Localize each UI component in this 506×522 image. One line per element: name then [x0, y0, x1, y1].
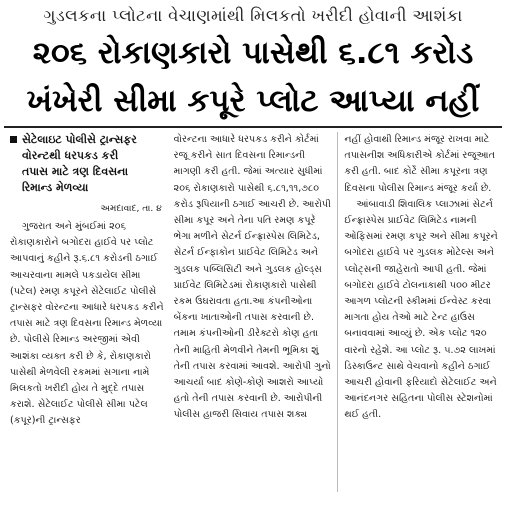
- article-paragraph-1: ગુજરાત અને મુંબઈમાં ૨૦૬ રોકાણકારોને બગોદરા હાઈવે પર પ્લોટ આપવાનું કહીને રૂ.૬.૮૧ કરોડની ઠગાઈ આચરવાના મામલે પકડાયેલ સીમા (પટેલ) રમણ કપૂરને સેટેલાઈટ પોલીસે ટ્રાન્સફર વોરન્ટના આધારે ધરપકડ કરીને તપાસ માટે ત્રણ દિવસના રિમાન્ડ મેળવ્યા છે. પોલીસે રિમાન્ડ અરજીમાં એવી આશંકા વ્યક્ત કરી છે કે, રોકાણકારો પાસેથી મેળવેલી રકમમાં સગાના નામે મિલકતો ખરીદી હોય તે મુદ્દે તપાસ કરાશે. સેટેલાઈટ પોલીસે સીમા પટેલ (કપૂર)ની ટ્રાન્સફર: [10, 221, 164, 427]
- deck-line-2: વોરન્ટથી ધરપકડ કરી: [22, 149, 119, 162]
- dateline: અમદાવાદ, તા. ૪: [100, 204, 162, 214]
- article-column-2: [174, 132, 332, 492]
- article-column-3: [337, 132, 502, 492]
- square-bullet-icon: [10, 136, 17, 143]
- article-columns: [4, 132, 502, 492]
- article-paragraph-3: નહીં હોવાથી રિમાન્ડ મંજૂર રાખવા માટે તપાસનીશ અધિકારીએ કોર્ટમાં રજૂઆત કરી હતી. બાદ કોર્ટે સીમા કપૂરના ત્રણ દિવસના પોલીસ રિમાન્ડ મંજૂર કર્યા છે.: [344, 134, 495, 194]
- deck-summary: [10, 132, 168, 196]
- deck-line-3: તપાસ માટે ત્રણ દિવસના: [22, 165, 129, 178]
- main-headline-line-1: ૨૦૬ રોકાણકારો પાસેથી ૬.૮૧ કરોડ: [32, 35, 474, 71]
- article-paragraph-2: વોરન્ટના આધારે ધરપકડ કરીને કોર્ટમાં રજૂ કરીને સાત દિવસના રિમાન્ડની માગણી કરી હતી. જેમાં અત્યાર સુધીમાં ૨૦૬ રોકાણકારો પાસેથી ૬.૮૧,૧૧,૭૮૦ કરોડ રૂપિયાની ઠગાઈ આચરી છે. આરોપી સીમા કપૂર અને તેના પતિ રમણ કપૂરે ભેગા મળીને સેટર્ન ઈન્ફ્રાસ્પેસ લિમિટેડ, સેટર્ન ઈન્ફાકોન પ્રાઈવેટ લિમિટેડ અને ગુડલક પબ્લિસિટી અને ગુડલક હોલ્ડ્સ પ્રાઈવેટ લિમિટેડમાં રોકાણકારો પાસેથી રકમ ઉઘરાવતા હતા.આ કંપનીઓના બેંકના ખાતાઓની તપાસ કરવાની છે. તમામ કંપનીઓની ડીરેક્ટરો કોણ હતા તેની માહિતી મેળવીને તેમની ભૂમિકા શું તેની તપાસ કરવામાં આવશે. આરોપી ગુનો આચર્યા બાદ કોણે-કોણે આશરો આપ્યો હતો તેની તપાસ કરવાની છે. આરોપીની પોલીસ હાજરી સિવાય તપાસ શક્ય: [173, 134, 331, 421]
- headline-divider: [4, 126, 502, 128]
- article-paragraph-4: આંબાવાડી શિવાલિક પ્લાઝામાં સેટર્ન ઈન્ફ્રાસ્પેસ પ્રાઈવેટ લિમિટેડ નામની ઓફિસમાં રમણ કપૂર અને સીમા કપૂરને બગોદરા હાઈવે પર ગુડલક મોટેલ્સ અને પ્લોટ્સની જાહેરાતો આપી હતી. જેમાં બગોદરા હાઈવે ટોલનાકાથી ૫૦૦ મીટર આગળ પ્લોટની સ્કીમમાં ઈન્વેસ્ટ કરવા માગતા હોય તેઓ માટે ટેન્ટ હાઉસ બનાવવામાં આવ્યું છે. એક પ્લોટ ૧૨૦ વારનો રહેશે. આ પ્લોટ રૂ. ૫.૭૨ લાખમાં ડિસ્કાઉન્ટ સાથે વેચવાનો કહીને ઠગાઈ આચરી હોવાની ફરિયાદો સેટેલાઈટ અને આનંદનગર સહિતના પોલીસ સ્ટેશનોમાં થઈ હતી.: [344, 198, 498, 421]
- deck-line-4: રિમાન્ડ મેળવ્યા: [22, 181, 89, 194]
- main-headline-line-2: ખંખેરી સીમા કપૂરે પ્લોટ આપ્યા નહીં: [26, 83, 480, 119]
- article-column-1: [4, 132, 168, 492]
- kicker-headline: ગુડલકના પ્લોટના વેચાણમાંથી મિલકતો ખરીદી હોવાની આશંકા: [43, 6, 463, 25]
- deck-line-1: સેટેલાઇટ પોલીસે ટ્રાન્સફર: [22, 133, 137, 146]
